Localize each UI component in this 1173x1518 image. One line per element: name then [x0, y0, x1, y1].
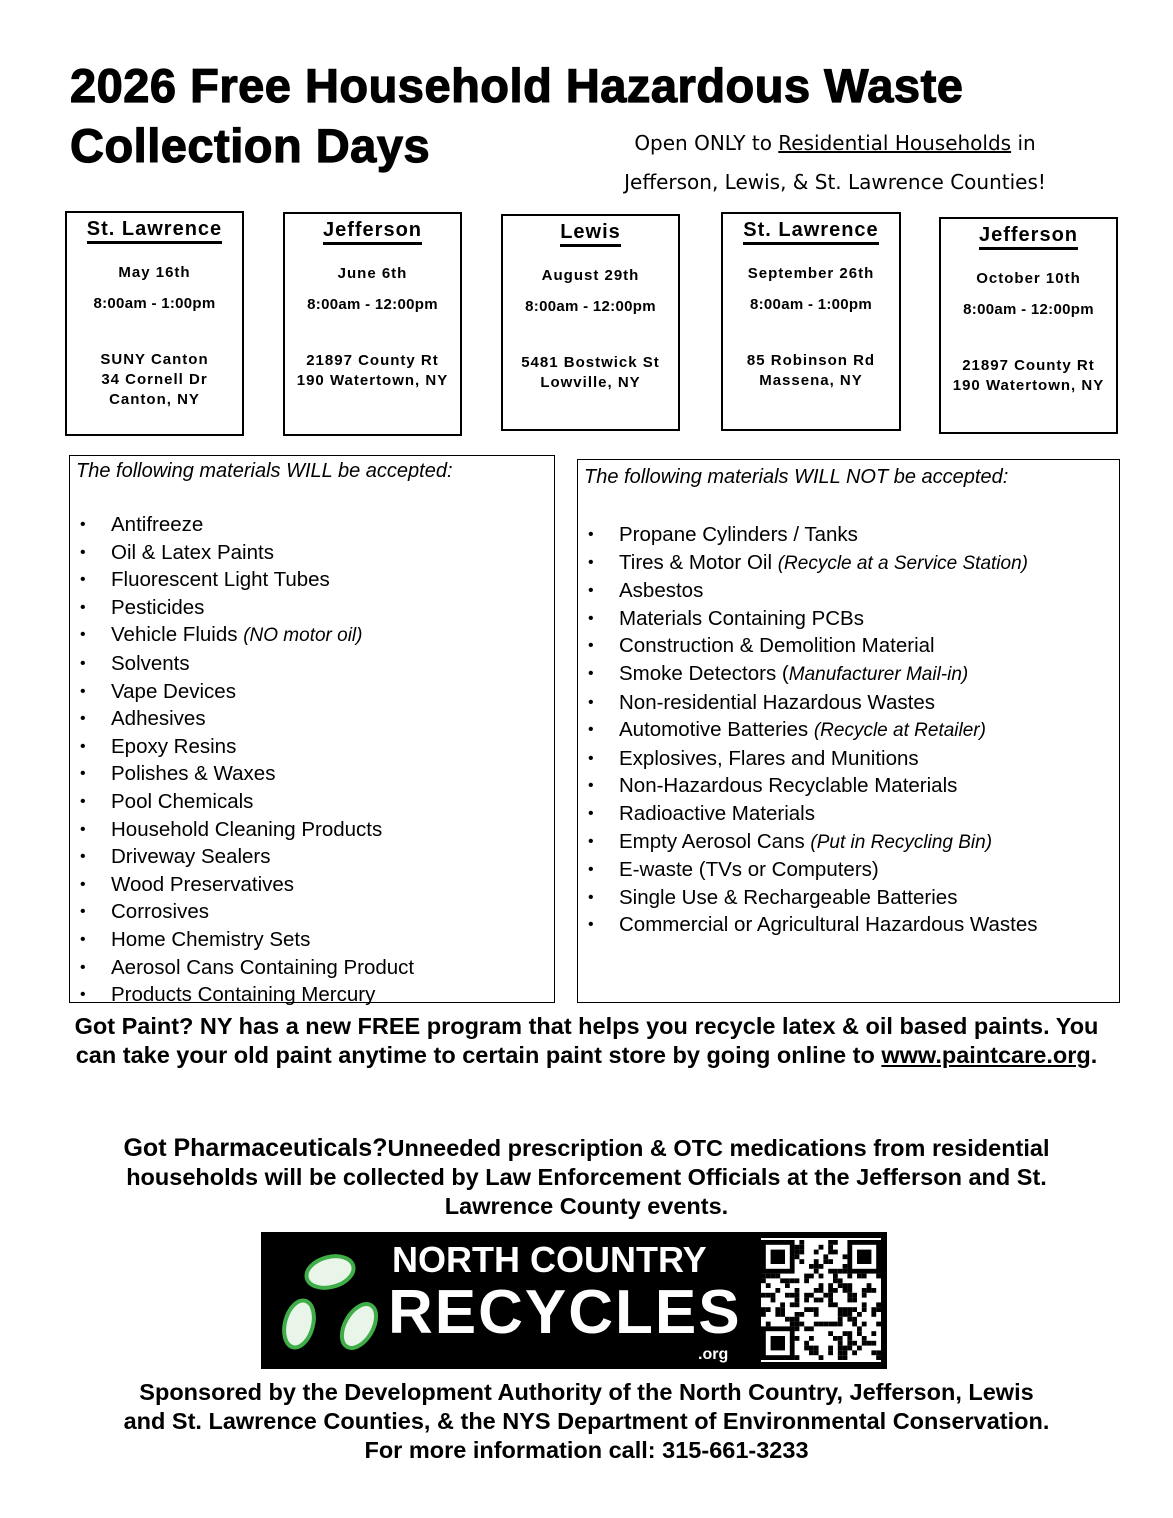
material-item [76, 788, 548, 816]
material-item [76, 678, 548, 706]
event-address-line: Canton, NY [109, 391, 200, 408]
material-item [584, 716, 1053, 745]
not-accepted-list [584, 521, 1113, 939]
material-name: Automotive Batteries [619, 718, 814, 742]
event-address-line: 21897 County Rt [962, 357, 1095, 374]
material-name: E-waste (TVs or Computers) [619, 858, 879, 882]
material-item [584, 800, 1053, 828]
accepted-materials-box [69, 455, 555, 1007]
material-name: Smoke Detectors ( [619, 661, 789, 685]
material-item [76, 926, 548, 954]
pharma-note [60, 1134, 1113, 1221]
title-line1: 2026 Free Household Hazardous Waste [70, 59, 964, 112]
material-note: Manufacturer Mail-in) [788, 663, 969, 685]
event-date: June 6th [337, 265, 408, 282]
event-address-line: Massena, NY [759, 372, 863, 389]
event-date: October 10th [976, 270, 1081, 287]
material-name: Pool Chemicals [111, 789, 254, 813]
material-name: Solvents [111, 651, 190, 675]
material-item [76, 816, 548, 844]
material-item [76, 760, 548, 788]
event-time: 8:00am - 12:00pm [963, 301, 1094, 318]
material-name: Construction & Demolition Material [619, 634, 935, 658]
material-item [76, 594, 548, 622]
footer-line2: and St. Lawrence Counties, & the NYS Department of Environmental Conservation. [123, 1408, 1050, 1434]
material-name: Driveway Sealers [111, 845, 271, 869]
event-box [65, 211, 244, 436]
event-county: Lewis [560, 220, 621, 247]
material-item [76, 981, 548, 1009]
event-address-line: SUNY Canton [100, 351, 209, 368]
material-item [584, 884, 1053, 912]
material-item [584, 856, 1053, 884]
event-time: 8:00am - 1:00pm [749, 296, 873, 313]
material-item [584, 632, 1053, 660]
event-address-line: 21897 County Rt [306, 352, 439, 369]
event-address-line: 85 Robinson Rd [746, 352, 876, 369]
paint-note [60, 1012, 1113, 1070]
material-item [76, 539, 548, 567]
event-address-line: Lowville, NY [540, 374, 641, 391]
eligibility-counties: Jefferson, Lewis, & St. Lawrence Counties! [624, 170, 1046, 194]
material-item [76, 705, 548, 733]
event-county: Jefferson [323, 218, 422, 245]
event-address [723, 351, 899, 391]
material-name: Propane Cylinders / Tanks [619, 523, 858, 546]
paintcare-link[interactable]: www.paintcare.org [881, 1042, 1091, 1068]
logo-line1: NORTH COUNTRY [392, 1239, 707, 1280]
material-name: Non-residential Hazardous Wastes [619, 690, 935, 714]
material-item [76, 871, 548, 899]
accepted-list [76, 511, 548, 1009]
material-name: Adhesives [111, 707, 206, 731]
material-item [76, 566, 548, 594]
paint-text: Got Paint? NY has a new FREE program that helps you recycle latex & oil based paints. You can take your old paint anytime to certain paint store by going online to [74, 1013, 1099, 1068]
material-item [584, 772, 1053, 800]
material-item [584, 605, 1053, 633]
event-date: August 29th [541, 267, 640, 284]
material-item [76, 843, 548, 871]
material-name: Materials Containing PCBs [619, 606, 864, 630]
material-item [584, 745, 1053, 773]
event-time: 8:00am - 12:00pm [307, 296, 438, 313]
material-item [76, 954, 548, 982]
material-item [584, 689, 1053, 717]
material-name: Household Cleaning Products [111, 817, 383, 841]
paint-end: . [1090, 1042, 1098, 1068]
event-time: 8:00am - 1:00pm [93, 295, 216, 312]
material-name: Radioactive Materials [619, 801, 815, 825]
material-item [76, 621, 548, 650]
material-name: Oil & Latex Paints [111, 540, 274, 564]
event-time: 8:00am - 12:00pm [525, 298, 656, 315]
material-item [584, 911, 1053, 939]
material-name: Fluorescent Light Tubes [111, 568, 330, 592]
material-item [584, 549, 1053, 578]
material-note: (Recycle at Retailer) [813, 720, 986, 742]
event-box [501, 214, 680, 431]
material-name: Antifreeze [111, 513, 204, 536]
recycle-leaves-icon [275, 1246, 385, 1356]
event-box [721, 212, 901, 431]
material-name: Home Chemistry Sets [111, 927, 311, 951]
event-address [67, 350, 242, 410]
pharma-text: Unneeded prescription & OTC medications from residential households will be collected by Law Enforcement Officials at the Jefferson and St. Lawrence County events. [126, 1135, 1050, 1219]
eligibility-note [570, 124, 1100, 202]
event-address-line: 190 Watertown, NY [952, 377, 1105, 394]
event-box [939, 217, 1118, 434]
material-item [584, 828, 1053, 857]
footer [40, 1378, 1133, 1465]
event-address-line: 34 Cornell Dr [101, 371, 208, 388]
logo-line2: RECYCLES [388, 1278, 742, 1347]
north-country-recycles-logo [261, 1232, 887, 1369]
material-item [584, 577, 1053, 605]
material-name: Commercial or Agricultural Hazardous Wastes [619, 913, 1038, 937]
material-name: Vehicle Fluids [111, 623, 244, 647]
event-address-line: 5481 Bostwick St [521, 354, 660, 371]
event-county: Jefferson [979, 223, 1078, 250]
qr-code-icon[interactable] [761, 1238, 881, 1362]
not-accepted-materials-box [577, 459, 1120, 1003]
material-note: (Recycle at a Service Station) [777, 552, 1028, 574]
event-box [283, 212, 462, 436]
material-name: Corrosives [111, 900, 209, 924]
event-date: September 26th [747, 265, 875, 282]
pharma-lead: Got Pharmaceuticals? [123, 1134, 388, 1162]
material-item [584, 521, 1053, 549]
material-name: Explosives, Flares and Munitions [619, 746, 919, 770]
material-name: Empty Aerosol Cans [619, 829, 811, 853]
footer-phone: For more information call: 315-661-3233 [364, 1437, 809, 1463]
material-note: (NO motor oil) [243, 625, 363, 647]
material-item [584, 660, 1053, 689]
event-address-line: 190 Watertown, NY [296, 372, 449, 389]
material-item [76, 511, 548, 539]
footer-line1: Sponsored by the Development Authority of the North Country, Jefferson, Lewis [139, 1379, 1034, 1405]
material-name: Epoxy Resins [111, 734, 237, 758]
eligibility-pre: Open ONLY to [634, 131, 779, 155]
title-line2: Collection Days [70, 119, 431, 172]
accepted-heading: The following materials WILL be accepted: [76, 460, 453, 482]
material-name: Non-Hazardous Recyclable Materials [619, 774, 958, 798]
material-item [76, 650, 548, 678]
residential-households-text: Residential Households [778, 131, 1012, 155]
material-name: Aerosol Cans Containing Product [111, 955, 415, 979]
material-note: (Put in Recycling Bin) [810, 831, 993, 853]
event-address [503, 353, 678, 393]
event-address [285, 351, 460, 391]
material-name: Asbestos [619, 579, 704, 603]
event-address [941, 356, 1116, 396]
event-county: St. Lawrence [743, 218, 878, 245]
material-name: Wood Preservatives [111, 872, 295, 896]
material-item [76, 733, 548, 761]
material-name: Tires & Motor Oil [619, 550, 778, 574]
material-name: Single Use & Rechargeable Batteries [619, 885, 958, 909]
not-accepted-heading: The following materials WILL NOT be accepted: [584, 466, 1009, 488]
material-name: Pesticides [111, 595, 205, 619]
material-name: Polishes & Waxes [111, 762, 276, 786]
logo-suffix: .org [698, 1346, 729, 1363]
material-item [76, 898, 548, 926]
event-date: May 16th [118, 264, 191, 281]
material-name: Vape Devices [111, 679, 236, 703]
event-county: St. Lawrence [87, 217, 222, 244]
eligibility-post: in [1011, 131, 1036, 155]
material-name: Products Containing Mercury [111, 983, 376, 1007]
